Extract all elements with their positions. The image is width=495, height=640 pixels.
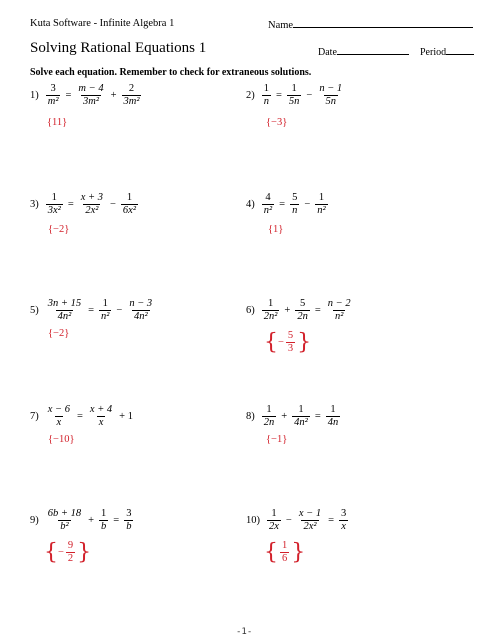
problem-number: 2) — [246, 90, 255, 101]
fraction: $\frac{1}{\text{6x²}}$ — [122, 192, 136, 216]
period-field — [420, 45, 474, 58]
fraction: $\frac{x + 4}{x}$ — [89, 404, 113, 428]
software-header: Kuta Software - Infinite Algebra 1 — [30, 18, 175, 29]
answer-10: { $\frac{1}{6}$ } — [264, 539, 306, 565]
problem-4: 4) $\frac{4}{\text{n²}}$ = $\frac{5}{n}$ − $\frac{1}{\text{n²}}$ — [246, 192, 326, 216]
answer-4: {1} — [268, 224, 284, 235]
fraction: $\frac{1}{4n}$ — [327, 404, 339, 428]
date-field — [318, 45, 409, 58]
fraction: $\frac{5}{2n}$ — [297, 298, 308, 322]
answer-7: {−10} — [48, 434, 75, 445]
answer-8: {−1} — [266, 434, 288, 445]
fraction: $\frac{2}{\text{3m²}}$ — [123, 83, 140, 107]
fraction: $\frac{3n + 15}{\text{4n²}}$ — [47, 298, 82, 322]
date-line — [337, 45, 409, 55]
problem-6: 6) $\frac{1}{\text{2n²}}$ + $\frac{5}{2n}$ = $\frac{n - 2}{\text{n²}}$ — [246, 298, 351, 322]
name-field — [268, 18, 473, 31]
period-line — [446, 45, 474, 55]
fraction: $\frac{1}{\text{n²}}$ — [101, 298, 110, 322]
name-label: Name — [268, 20, 294, 31]
answer-6: { − $\frac{5}{3}$ } — [264, 329, 312, 355]
period-label: Period — [420, 47, 447, 58]
fraction: $\frac{3}{\text{m²}}$ — [47, 83, 59, 107]
fraction: $\frac{x - 6}{x}$ — [47, 404, 70, 428]
fraction: $\frac{1}{b}$ — [101, 508, 107, 532]
date-label: Date — [318, 47, 337, 58]
answer-5: {−2} — [48, 328, 70, 339]
fraction: $\frac{3}{x}$ — [341, 508, 347, 532]
problem-number: 5) — [30, 305, 39, 316]
fraction: $\frac{1}{\text{n²}}$ — [317, 192, 326, 216]
fraction: $\frac{1}{n}$ — [263, 83, 269, 107]
fraction: $\frac{n - 2}{\text{n²}}$ — [327, 298, 351, 322]
fraction: $\frac{x + 3}{\text{2x²}}$ — [80, 192, 103, 216]
problem-number: 7) — [30, 411, 39, 422]
problem-number: 3) — [30, 199, 39, 210]
problem-number: 4) — [246, 199, 255, 210]
name-line — [293, 18, 473, 28]
fraction: $\frac{1}{5n}$ — [288, 83, 300, 107]
problem-5: 5) $\frac{3n + 15}{\text{4n²}}$ = $\frac{1}{\text{n²}}$ − $\frac{n - 3}{\text{4n²}}$ — [30, 298, 153, 322]
problem-number: 10) — [246, 515, 260, 526]
fraction: $\frac{n - 3}{\text{4n²}}$ — [129, 298, 153, 322]
problem-8: 8) $\frac{1}{2n}$ + $\frac{1}{\text{4n²}}$ = $\frac{1}{4n}$ — [246, 404, 339, 428]
problem-number: 9) — [30, 515, 39, 526]
answer-9: { − $\frac{9}{2}$ } — [44, 539, 92, 565]
fraction: $\frac{1}{\text{4n²}}$ — [294, 404, 308, 428]
problem-7: 7) $\frac{x - 6}{x}$ = $\frac{x + 4}{x}$ + 1 — [30, 404, 133, 428]
fraction: $\frac{4}{\text{n²}}$ — [263, 192, 273, 216]
fraction: $\frac{3}{b}$ — [126, 508, 132, 532]
fraction: $\frac{m - 4}{\text{3m²}}$ — [78, 83, 104, 107]
problem-number: 6) — [246, 305, 255, 316]
fraction: $\frac{1}{2n}$ — [263, 404, 275, 428]
problem-number: 1) — [30, 90, 39, 101]
answer-1: {11} — [47, 117, 68, 128]
fraction: $\frac{n - 1}{5n}$ — [319, 83, 343, 107]
fraction: $\frac{1}{\text{3x²}}$ — [47, 192, 61, 216]
problem-10: 10) $\frac{1}{2x}$ − $\frac{x - 1}{\text{2x²}}$ = $\frac{3}{x}$ — [246, 508, 347, 532]
fraction: $\frac{6b + 18}{\text{b²}}$ — [47, 508, 82, 532]
problem-9: 9) $\frac{6b + 18}{\text{b²}}$ + $\frac{1}{b}$ = $\frac{3}{b}$ — [30, 508, 132, 532]
problem-3: 3) $\frac{1}{\text{3x²}}$ = $\frac{x + 3}{\text{2x²}}$ − $\frac{1}{\text{6x²}}$ — [30, 192, 136, 216]
fraction: $\frac{1}{2x}$ — [269, 508, 279, 532]
worksheet-title: Solving Rational Equations 1 — [30, 40, 207, 56]
instructions: Solve each equation. Remember to check for extraneous solutions. — [30, 67, 312, 78]
fraction: $\frac{1}{\text{2n²}}$ — [263, 298, 278, 322]
problem-2: 2) $\frac{1}{n}$ = $\frac{1}{5n}$ − $\frac{n - 1}{5n}$ — [246, 83, 343, 107]
problem-number: 8) — [246, 411, 255, 422]
answer-2: {−3} — [266, 117, 288, 128]
fraction: $\frac{5}{n}$ — [292, 192, 298, 216]
fraction: $\frac{x - 1}{\text{2x²}}$ — [298, 508, 322, 532]
problem-1: 1) $\frac{3}{\text{m²}}$ = $\frac{m - 4}{\text{3m²}}$ + $\frac{2}{\text{3m²}}$ — [30, 83, 140, 107]
page-number: -1- — [236, 627, 253, 637]
answer-3: {−2} — [48, 224, 70, 235]
